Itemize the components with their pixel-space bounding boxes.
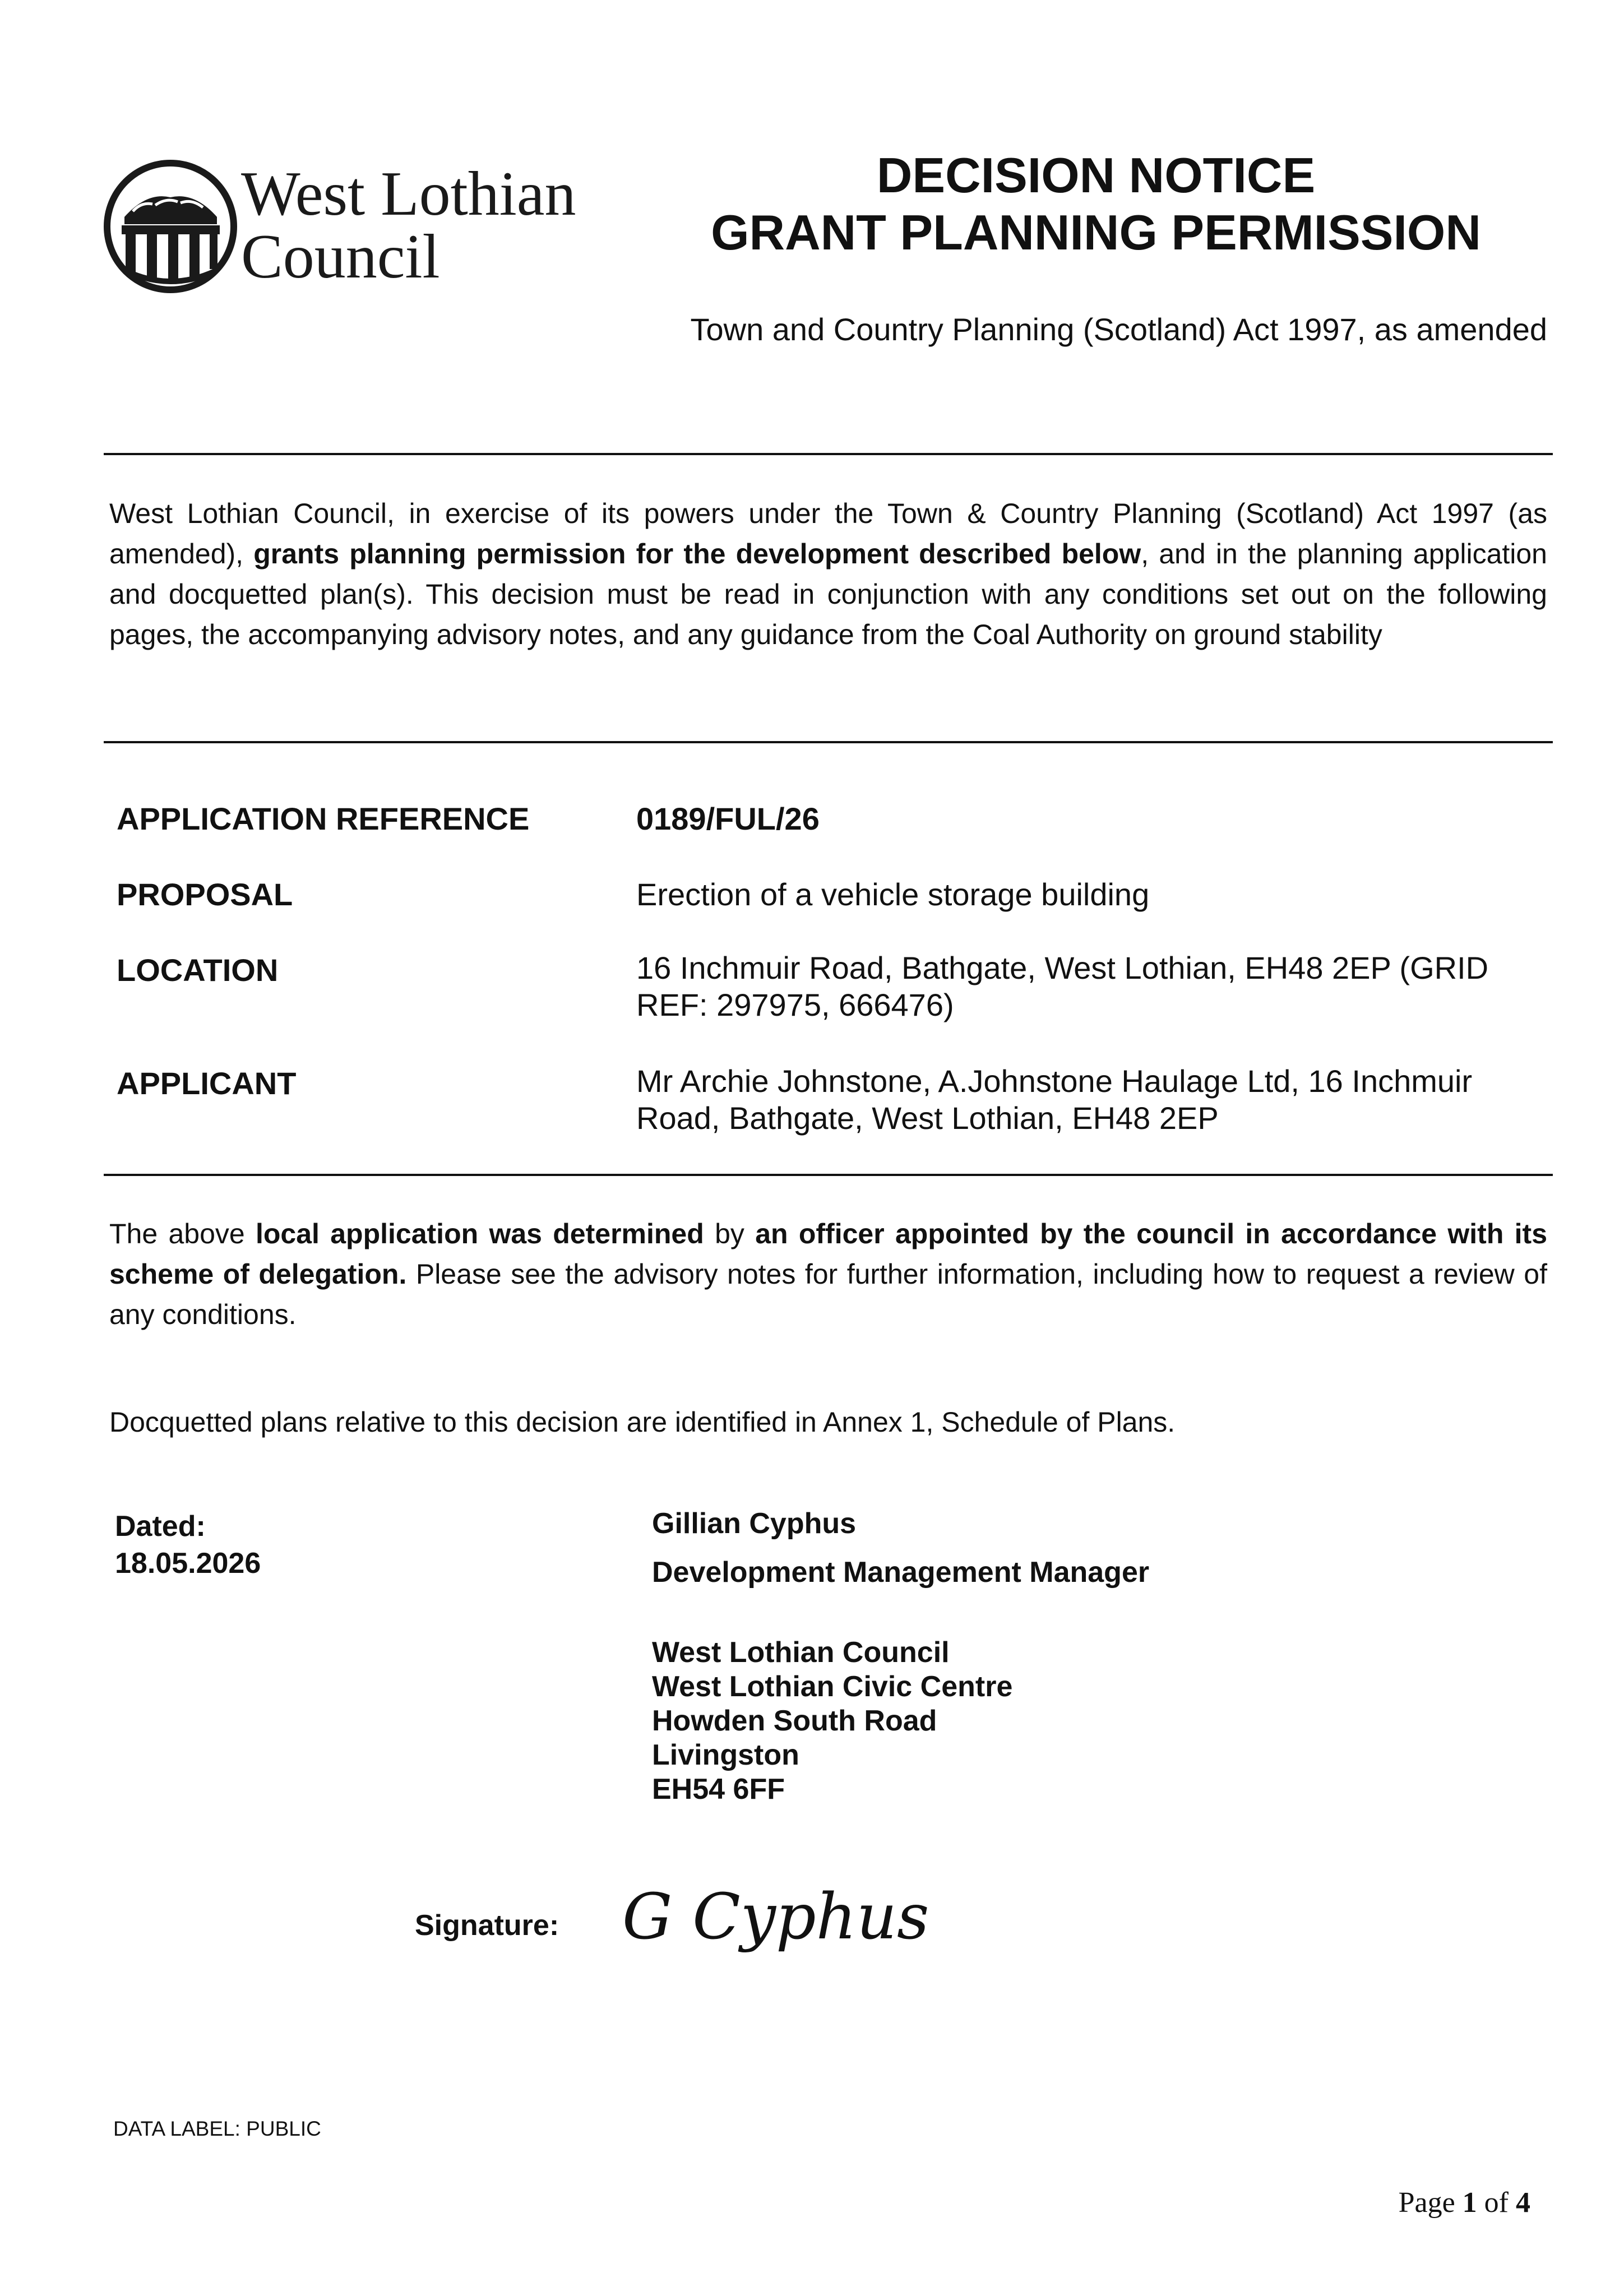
address-line-3: Howden South Road (652, 1705, 937, 1737)
location-value (636, 950, 1550, 1024)
location-line-1: 16 Inchmuir Road, Bathgate, West Lothian, EH48 2EP (GRID (636, 950, 1489, 985)
docquetted-note: Docquetted plans relative to this decision are identified in Annex 1, Schedule of Plans. (109, 1406, 1176, 1438)
council-address (652, 1636, 1012, 1807)
intro-text-2: , and in the planning application and docquetted plan(s). This decision must be read in conjunction with any conditions set out on the following pages, the accompanying advisory notes, and any guidance from the Coal Authority on ground stability (109, 538, 1547, 650)
location-line-2: REF: 297975, 666476) (636, 987, 954, 1022)
page-number (1368, 2186, 1530, 2219)
address-line-5: EH54 6FF (652, 1773, 785, 1806)
divider-bottom (104, 1174, 1553, 1176)
signature-handwritten: G Cyphus (622, 1881, 929, 1954)
divider-middle (104, 741, 1553, 743)
officer-name: Gillian Cyphus (652, 1507, 857, 1540)
applicant-label: APPLICANT (117, 1066, 297, 1101)
intro-paragraph (109, 493, 1547, 655)
data-label: DATA LABEL: PUBLIC (113, 2117, 321, 2140)
applicant-value (636, 1063, 1550, 1137)
page-total: 4 (1516, 2187, 1530, 2219)
title-line-2: GRANT PLANNING PERMISSION (711, 205, 1481, 260)
applicant-line-2: Road, Bathgate, West Lothian, EH48 2EP (636, 1100, 1219, 1136)
page-of: of (1484, 2187, 1509, 2219)
location-label: LOCATION (117, 952, 279, 988)
title-line-1: DECISION NOTICE (876, 147, 1316, 203)
officer-block (652, 1507, 1149, 1590)
logo-wordmark (241, 159, 576, 291)
dated-label: Dated: (115, 1510, 206, 1543)
proposal-label: PROPOSAL (117, 877, 293, 912)
notice-title (701, 147, 1491, 261)
determination-paragraph (109, 1214, 1547, 1335)
address-line-2: West Lothian Civic Centre (652, 1670, 1013, 1703)
address-line-4: Livingston (652, 1739, 799, 1771)
divider-top (104, 453, 1553, 455)
dated-block (115, 1508, 261, 1582)
proposal-value: Erection of a vehicle storage building (636, 877, 1150, 912)
det-bold-2: an officer appointed by the council in accordance with its scheme of delegation. (109, 1218, 1548, 1290)
signature-label: Signature: (415, 1909, 559, 1942)
page-current: 1 (1462, 2187, 1477, 2219)
det-text-3: Please see the advisory notes for further information, including how to request a review of any conditions. (109, 1258, 1547, 1330)
reference-value: 0189/FUL/26 (636, 801, 820, 836)
logo-line-1: West Lothian (241, 159, 576, 229)
det-text-2: by (704, 1218, 756, 1249)
applicant-line-1: Mr Archie Johnstone, A.Johnstone Haulage Ltd, 16 Inchmuir (636, 1063, 1473, 1099)
det-bold-1: local application was determined (256, 1218, 704, 1249)
address-line-1: West Lothian Council (652, 1636, 950, 1669)
act-subtitle: Town and Country Planning (Scotland) Act 1997, as amended (690, 312, 1547, 347)
det-text-1: The above (109, 1218, 256, 1249)
viaduct-emblem-icon (102, 158, 239, 295)
officer-title: Development Management Manager (652, 1556, 1150, 1589)
intro-text-1: West Lothian Council, in exercise of its powers under the Town & Country Planning (Scotland) Act 1997 (as amended), (109, 498, 1547, 570)
intro-bold: grants planning permission for the development described below (253, 538, 1141, 570)
reference-label: APPLICATION REFERENCE (117, 801, 530, 836)
page-word: Page (1398, 2187, 1455, 2219)
logo-line-2: Council (241, 222, 440, 291)
dated-value: 18.05.2026 (115, 1547, 261, 1580)
